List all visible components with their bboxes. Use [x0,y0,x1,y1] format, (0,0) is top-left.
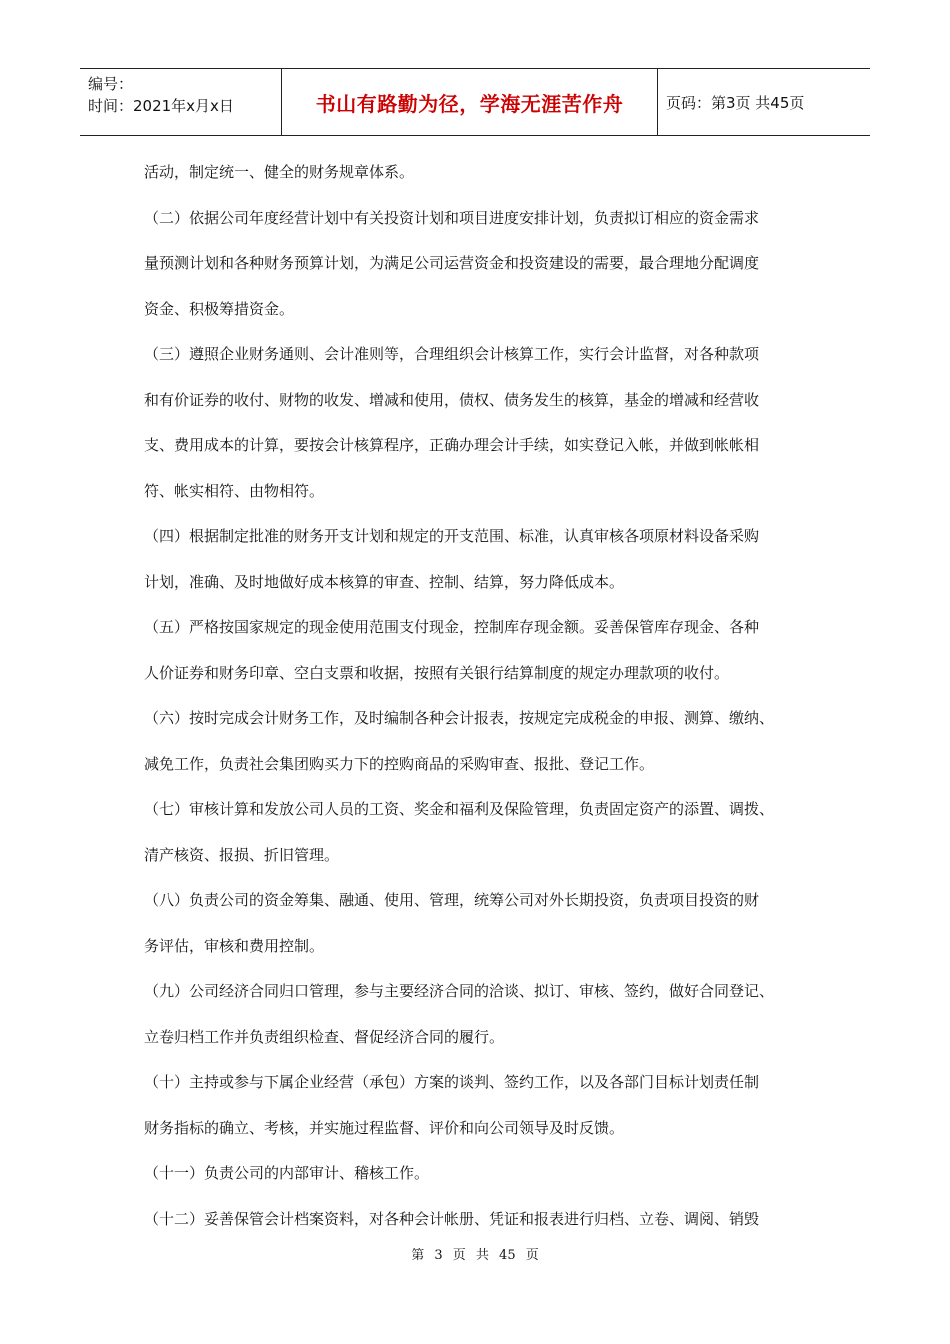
text-line: 支、费用成本的计算，要按会计核算程序，正确办理会计手续，如实登记入帐，并做到帐帐相 [144,436,760,454]
text-line: （十一）负责公司的内部审计、稽核工作。 [144,1164,430,1182]
text-line: 活动，制定统一、健全的财务规章体系。 [144,163,415,181]
page-header [80,68,870,136]
text-line: （二）依据公司年度经营计划中有关投资计划和项目进度安排计划，负责拟订相应的资金需求 [144,208,760,227]
header-page-info: 页码：第3页 共45页 [666,93,805,112]
header-motto: 书山有路勤为径，学海无涯苦作舟 [282,69,658,135]
text-line: （四）根据制定批准的财务开支计划和规定的开支范围、标准，认真审核各项原材料设备采购 [144,527,760,545]
text-line: （八）负责公司的资金筹集、融通、使用、管理，统筹公司对外长期投资，负责项目投资的财 [144,891,760,909]
page-footer: 第 3 页 共 45 页 [411,1248,539,1263]
document-date: 时间：2021年x月x日 [88,97,234,115]
text-line: 和有价证券的收付、财物的收发、增减和使用，债权、债务发生的核算，基金的增减和经营收 [144,390,760,409]
text-line: 计划，准确、及时地做好成本核算的审查、控制、结算，努力降低成本。 [144,572,625,591]
text-line: （十）主持或参与下属企业经营（承包）方案的谈判、签约工作，以及各部门目标计划责任制 [144,1073,760,1091]
header-meta [80,69,282,135]
text-line: （七）审核计算和发放公司人员的工资、奖金和福利及保险管理，负责固定资产的添置、调拨、 [144,800,775,818]
text-line: 资金、积极筹措资金。 [144,299,295,318]
text-line: （三）遵照企业财务通则、会计准则等，合理组织会计核算工作，实行会计监督，对各种款项 [144,345,760,363]
text-line: 财务指标的确立、考核，并实施过程监督、评价和向公司领导及时反馈。 [144,1118,625,1137]
text-line: （十二）妥善保管会计档案资料，对各种会计帐册、凭证和报表进行归档、立卷、调阅、销毁 [144,1209,760,1228]
text-line: 立卷归档工作并负责组织检查、督促经济合同的履行。 [144,1027,505,1046]
text-line: （五）严格按国家规定的现金使用范围支付现金，控制库存现金额。妥善保管库存现金、各种 [144,618,760,636]
text-line: （六）按时完成会计财务工作，及时编制各种会计报表，按规定完成税金的申报、测算、缴纳、 [144,709,775,727]
text-line: （九）公司经济合同归口管理，参与主要经济合同的洽谈、拟订、审核、签约，做好合同登记、 [144,982,775,1000]
text-line: 减免工作，负责社会集团购买力下的控购商品的采购审查、报批、登记工作。 [144,754,655,773]
document-number: 编号： [88,75,134,93]
text-line: 符、帐实相符、由物相符。 [144,481,325,500]
text-line: 量预测计划和各种财务预算计划，为满足公司运营资金和投资建设的需要，最合理地分配调度 [144,254,760,272]
text-line: 清产核资、报损、折旧管理。 [144,845,340,864]
document-body [144,152,824,1244]
text-line: 人价证券和财务印章、空白支票和收据，按照有关银行结算制度的规定办理款项的收付。 [144,663,730,682]
text-line: 务评估，审核和费用控制。 [144,936,325,955]
